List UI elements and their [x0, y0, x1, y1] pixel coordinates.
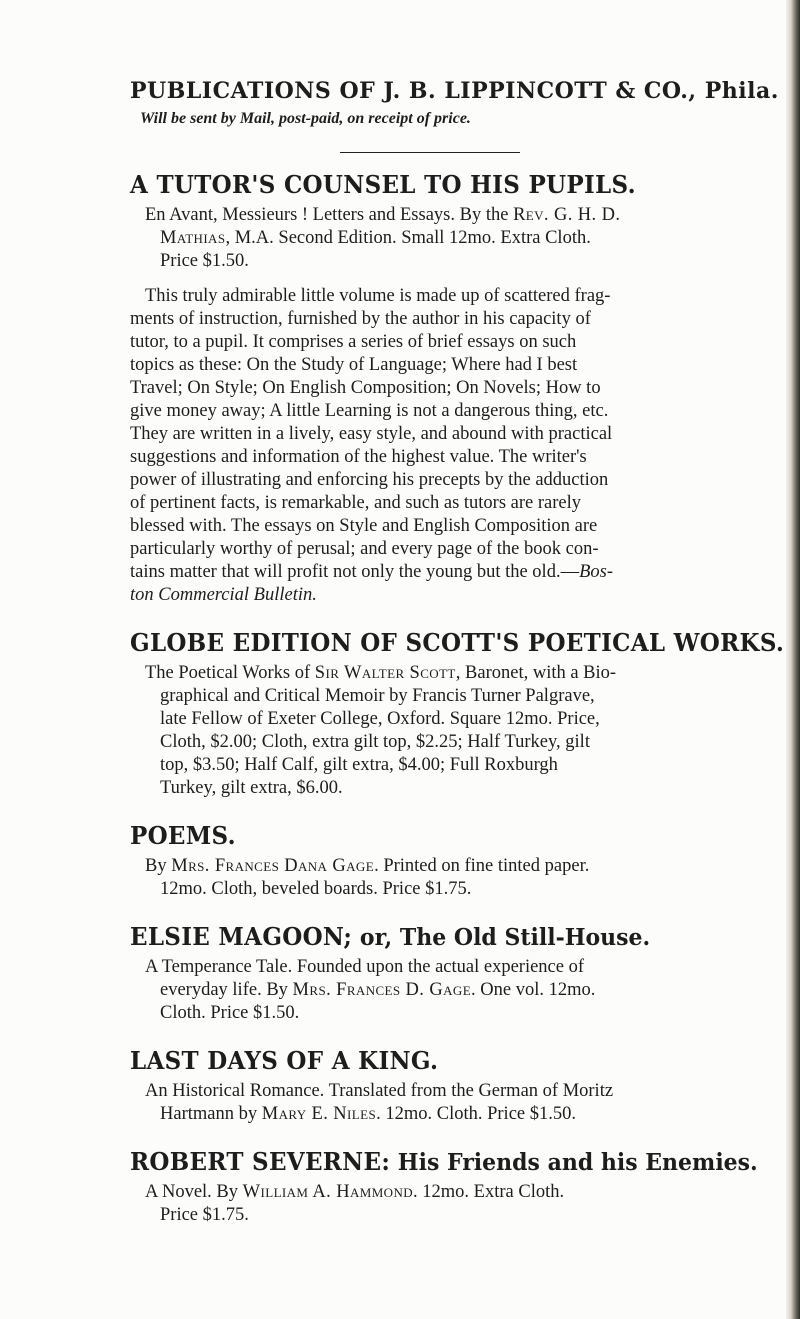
entry-title: POEMS.	[130, 822, 236, 851]
review-line: Travel; On Style; On English Composition; On Novels; How to	[130, 378, 601, 398]
entry-scott-poetical-works	[130, 629, 785, 800]
desc-line: By Mrs. Frances Dana Gage. Printed on fine tinted paper.	[145, 856, 590, 876]
desc-line: Mathias, M.A. Second Edition. Small 12mo. Extra Cloth.	[160, 228, 591, 248]
review-source-line: ton Commercial Bulletin.	[130, 585, 317, 605]
entry-tutors-counsel	[130, 171, 755, 607]
desc-line: graphical and Critical Memoir by Francis Turner Palgrave,	[160, 686, 595, 706]
header-rule	[340, 152, 520, 153]
author-name: William A. Hammond	[242, 1182, 414, 1202]
review-line: give money away; A little Learning is not a dangerous thing, etc.	[130, 401, 609, 421]
entry-title: GLOBE EDITION OF SCOTT'S POETICAL WORKS.	[130, 629, 785, 658]
review-source: Bos-	[579, 562, 613, 582]
catalog-page	[130, 78, 785, 1227]
entry-title-tail: or, The Old Still-House.	[352, 924, 651, 952]
review-line: suggestions and information of the highest value. The writer's	[130, 447, 587, 467]
desc-line: Price $1.50.	[160, 251, 249, 271]
desc-line: Turkey, gilt extra, $6.00.	[160, 778, 343, 798]
desc-line: A Temperance Tale. Founded upon the actual experience of	[145, 957, 585, 977]
review-line: of pertinent facts, is remarkable, and such as tutors are rarely	[130, 493, 582, 513]
author-name: Rev. G. H. D.	[513, 205, 621, 225]
author-name: Mary E. Niles	[261, 1104, 377, 1124]
review-line: This truly admirable little volume is made up of scattered frag-	[145, 286, 611, 306]
author-name: Mrs. Frances Dana Gage	[171, 856, 375, 876]
entry-title-tail: His Friends and his Enemies.	[390, 1149, 758, 1177]
entry-title: LAST DAYS OF A KING.	[130, 1047, 439, 1076]
desc-line: Price $1.75.	[160, 1205, 249, 1225]
desc-line: Cloth. Price $1.50.	[160, 1003, 300, 1023]
desc-line: A Novel. By William A. Hammond. 12mo. Extra Cloth.	[145, 1182, 565, 1202]
publisher-header: PUBLICATIONS OF J. B. LIPPINCOTT & CO., Phila.	[130, 78, 779, 104]
entry-description	[145, 855, 755, 901]
review-line: power of illustrating and enforcing his precepts by the adduction	[130, 470, 609, 490]
review-line: topics as these: On the Study of Language; Where had I best	[130, 355, 578, 375]
review-line: They are written in a lively, easy style, and abound with practical	[130, 424, 613, 444]
entry-elsie-magoon	[130, 923, 755, 1025]
review-line: ments of instruction, furnished by the author in his capacity of	[130, 309, 591, 329]
entry-last-days-of-a-king	[130, 1047, 755, 1126]
entry-title: ELSIE MAGOON; or, The Old Still-House.	[130, 923, 651, 952]
desc-line: The Poetical Works of Sir Walter Scott, Baronet, with a Bio-	[145, 663, 617, 683]
author-name: Mrs. Frances D. Gage	[292, 980, 472, 1000]
desc-line: top, $3.50; Half Calf, gilt extra, $4.00; Full Roxburgh	[160, 755, 558, 775]
review-line: tutor, to a pupil. It comprises a series of brief essays on such	[130, 332, 577, 352]
desc-line: everyday life. By Mrs. Frances D. Gage. One vol. 12mo.	[160, 980, 596, 1000]
review-line: tains matter that will profit not only the young but the old.—Bos-	[130, 562, 613, 582]
review-line: particularly worthy of perusal; and every page of the book con-	[130, 539, 599, 559]
entry-description	[145, 204, 755, 273]
author-name: Mathias	[160, 228, 226, 248]
desc-line: En Avant, Messieurs ! Letters and Essays. By the Rev. G. H. D.	[145, 205, 621, 225]
entry-description	[145, 956, 755, 1025]
desc-line: Cloth, $2.00; Cloth, extra gilt top, $2.25; Half Turkey, gilt	[160, 732, 590, 752]
author-name: Sir Walter Scott	[314, 663, 456, 683]
entry-description	[145, 662, 755, 800]
desc-line: An Historical Romance. Translated from the German of Moritz	[145, 1081, 614, 1101]
desc-line: late Fellow of Exeter College, Oxford. Square 12mo. Price,	[160, 709, 600, 729]
publisher-subheader: Will be sent by Mail, post-paid, on receipt of price.	[140, 110, 471, 127]
desc-line: 12mo. Cloth, beveled boards. Price $1.75.	[160, 879, 472, 899]
entry-description	[145, 1080, 755, 1126]
entry-title: A TUTOR'S COUNSEL TO HIS PUPILS.	[130, 171, 636, 200]
desc-line: Hartmann by Mary E. Niles. 12mo. Cloth. Price $1.50.	[160, 1104, 576, 1124]
entry-robert-severne	[130, 1148, 758, 1227]
entry-poems	[130, 822, 755, 901]
page-edge-shadow	[786, 0, 800, 1319]
entry-description	[145, 1181, 755, 1227]
entry-review	[130, 285, 755, 607]
review-line: blessed with. The essays on Style and English Composition are	[130, 516, 598, 536]
entry-title: ROBERT SEVERNE: His Friends and his Enemies.	[130, 1148, 758, 1177]
